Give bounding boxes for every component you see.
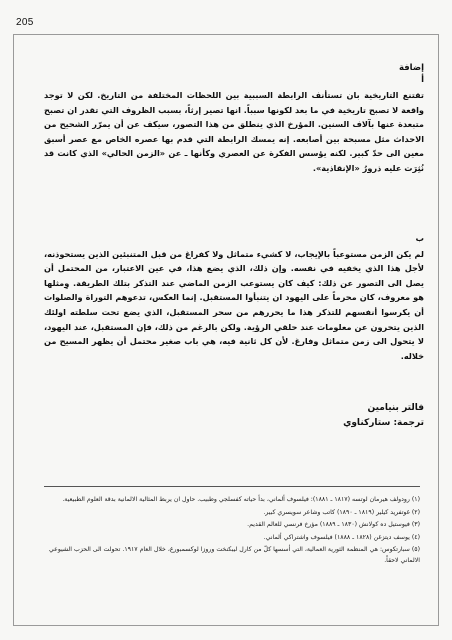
- translator-credit: ترجمة: ستاركناوي: [343, 418, 424, 429]
- footnote-item: (٤) يوسف ديتزغن (١٨٢٨ ـ ١٨٨٨) فيلسوف واشتراكي ألماني.: [263, 533, 420, 541]
- footnote-rule: [44, 486, 420, 487]
- part-b-paragraph: لم يكن الزمن مستوعباً بالإيجاب، لا كشيء متماثل ولا كفراغ من قبل المتنبئين الذين يستحوذنه، لأجل هذا الذي يخفيه في نفسه. وإن ذلك، الذي يضع هذا، في عين الاعتبار، من المحتمل أن يصل الى التصور عن ذلك: كيف كان يستوعب الزمن الماضي عند التذكر بتلك الطريقة. وِمثلها هو معروف، كان محرماً على اليهود ان يتنبأوا المستقبل. إنما العكس، تدعوهم التوراة والصلوات أن يكرسوا أنفسهم للتذكر هذا ما يحررهم من سحر المستقبل، الذي يضع تحت سلطته اولئك الذين يتحرون عن معلومات عند حلقي الرؤية. ولكن بالرغم من ذلك، فإن المستقبل، عند اليهود، لا يتحول الى زمن متماثل وفارغ. لأن كل ثانية فيه، هي باب صغير محتمل أن يظهر المسيح من خلاله.: [44, 248, 424, 361]
- section-heading: إضافة: [398, 63, 424, 73]
- main-text: [44, 62, 424, 431]
- part-a-letter: أ: [421, 75, 424, 85]
- footnote-item: (٥) سبارتكوس: هي المنظمة الثورية العمالية، التي أسسها كلّ من كارل ليبكنخت وروزا لوكسمبورغ، خلال العام ١٩١٧. تحولت الى الحزب الشيوعي الالماني لاحقاً.: [48, 546, 420, 564]
- part-b-letter: ب: [415, 233, 424, 244]
- author-name: فالتر بنيامين: [367, 403, 424, 414]
- footnote-item: (١) رودولف هيرمان لوتسه (١٨١٧ ـ ١٨٨١): فيلسوف ألماني، بدأ حياته كفسلجي وطبيب. حاول ان يربط المثالية الالمانية بدقة العلوم الطبيعية.: [62, 496, 420, 503]
- footnotes: [44, 486, 420, 569]
- part-a-paragraph: تقتنع التاريخية بان تستأنف الرابطة السببية بين اللحظات المختلفة من التاريخ. لكن لا توجد واقعة لا تصبح تاريخية في ما بعد لكونها سبباً. انها تصير إرثاً، بسبب الظروف التي تقدر ان تصبح متبعدة عنها بآلاف السنين. المؤرخ الذي ينطلق من هذا التصور، سيكف عن أن يمرّر الشحيح من الاحداث مثل مسبحة بين أصابعه. إنه يمسك الرابطة التي قدم بها عصره الخاص مع عصر أسبق معين الى حدّ كبير. لكنه يؤسس الفكرة عن العصري وكأنها ـ عن «الزمن الحالي» الذي كانت قد نُثِرَت عليه ذرورُ «الإنقاذية».: [44, 90, 424, 173]
- page-number: 205: [16, 17, 34, 28]
- footnote-item: (٣) فيوستيل ده كولانش (١٨٣٠ ـ ١٨٨٩) مؤرخ فرنسي للعالم القديم.: [247, 521, 420, 529]
- signature-block: [44, 401, 424, 431]
- section-gap: [44, 176, 424, 234]
- footnote-item: (٢) غوتفريد كيلير (١٨١٩ ـ ١٨٩٠) كاتب وشاعر سويسري كبير.: [263, 508, 420, 516]
